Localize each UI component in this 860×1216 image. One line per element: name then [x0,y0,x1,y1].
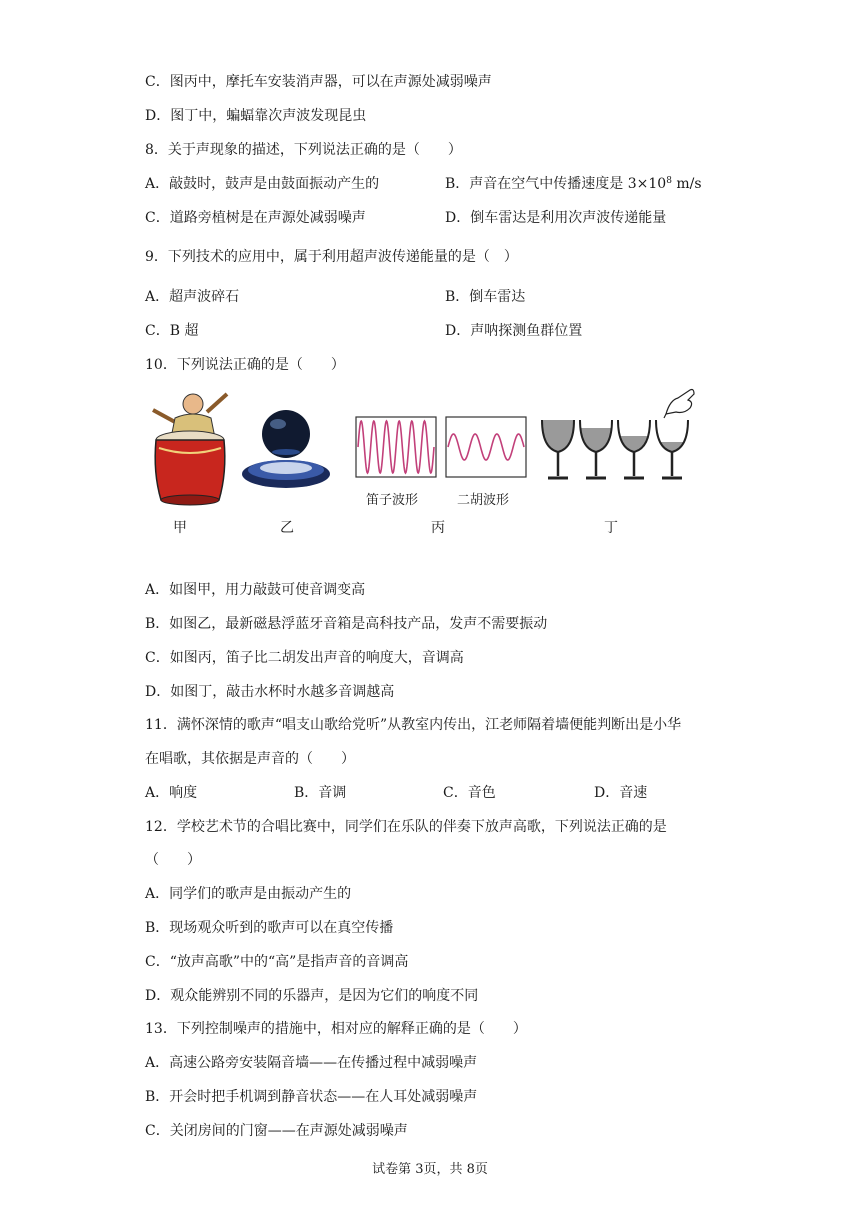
glass-3 [618,420,650,478]
caption-ding: 丁 [604,520,618,536]
glass-4 [656,420,688,478]
q8-option-a: A．敲鼓时，鼓声是由鼓面振动产生的 [145,176,380,192]
caption-jia: 甲 [173,520,187,536]
tapping-hand-icon [664,390,694,419]
q8-option-b: B．声音在空气中传播速度是 $3\times 10^8$ m/s [445,176,702,192]
page-footer: 试卷第 3页，共 8页 [372,1162,488,1177]
q11-stem-line2: 在唱歌，其依据是声音的（ ） [145,751,355,767]
q9-option-d: D．声呐探测鱼群位置 [445,323,583,339]
drumstick-right [207,394,227,412]
q9-option-b: B．倒车雷达 [445,289,526,305]
q13-option-a: A．高速公路旁安装隔音墙——在传播过程中减弱噪声 [145,1055,478,1071]
glass-1 [542,420,574,478]
q13-stem: 13．下列控制噪声的措施中，相对应的解释正确的是（ ） [145,1021,527,1037]
q13-option-b: B．开会时把手机调到静音状态——在人耳处减弱噪声 [145,1089,478,1105]
q12-option-c: C．“放声高歌”中的“高”是指声音的音调高 [145,954,409,970]
q7-option-d: D．图丁中，蝙蝠靠次声波发现昆虫 [145,108,367,124]
glass-2 [580,420,612,478]
q11-option-d: D．音速 [594,785,648,801]
q11-option-b: B．音调 [294,785,347,801]
q8-option-d: D．倒车雷达是利用次声波传递能量 [445,210,667,226]
q9-option-a: A．超声波碎石 [145,289,240,305]
speaker-base-glow [260,462,312,474]
speaker-ring [272,449,300,455]
q12-stem-line1: 12．学校艺术节的合唱比赛中，同学们在乐队的伴奏下放声高歌，下列说法正确的是 [145,819,667,835]
q12-option-a: A．同学们的歌声是由振动产生的 [145,886,352,902]
q12-option-b: B．现场观众听到的歌声可以在真空传播 [145,920,394,936]
erhu-frame [446,417,526,477]
q13-option-c: C．关闭房间的门窗——在声源处减弱噪声 [145,1123,408,1139]
drum-bottom [161,495,219,505]
drum-figure [145,388,235,506]
q11-stem-line1: 11．满怀深情的歌声“唱支山歌给党听”从教室内传出，江老师隔着墙便能判断出是小华 [145,717,682,733]
erhu-waveform-label: 二胡波形 [457,493,510,508]
drumstick-left [153,410,175,422]
q7-option-c: C．图丙中，摩托车安装消声器，可以在声源处减弱噪声 [145,74,492,90]
caption-yi: 乙 [280,520,294,536]
q11-option-a: A．响度 [145,785,198,801]
q8-stem: 8．关于声现象的描述，下列说法正确的是（ ） [145,142,462,158]
q10-stem: 10．下列说法正确的是（ ） [145,357,345,373]
speaker-highlight [270,419,286,429]
q10-option-d: D．如图丁，敲击水杯时水越多音调越高 [145,684,395,700]
q12-stem-line2: （ ） [145,852,201,868]
flute-waveform [355,416,437,478]
water-glasses-figure [538,386,698,486]
erhu-waveform [445,416,527,478]
drummer-head [183,394,203,414]
q10-option-c: C．如图丙，笛子比二胡发出声音的响度大，音调高 [145,650,464,666]
caption-bing: 丙 [431,520,445,536]
q9-stem: 9．下列技术的应用中，属于利用超声波传递能量的是（ ） [145,249,518,265]
q9-option-c: C．B 超 [145,323,199,339]
flute-waveform-label: 笛子波形 [366,493,419,508]
levitating-speaker-figure [238,408,333,500]
q12-option-d: D．观众能辨别不同的乐器声，是因为它们的响度不同 [145,988,479,1004]
q10-option-a: A．如图甲，用力敲鼓可使音调变高 [145,582,366,598]
q10-option-b: B．如图乙，最新磁悬浮蓝牙音箱是高科技产品，发声不需要振动 [145,616,548,632]
q8-option-c: C．道路旁植树是在声源处减弱噪声 [145,210,366,226]
q11-option-c: C．音色 [443,785,496,801]
